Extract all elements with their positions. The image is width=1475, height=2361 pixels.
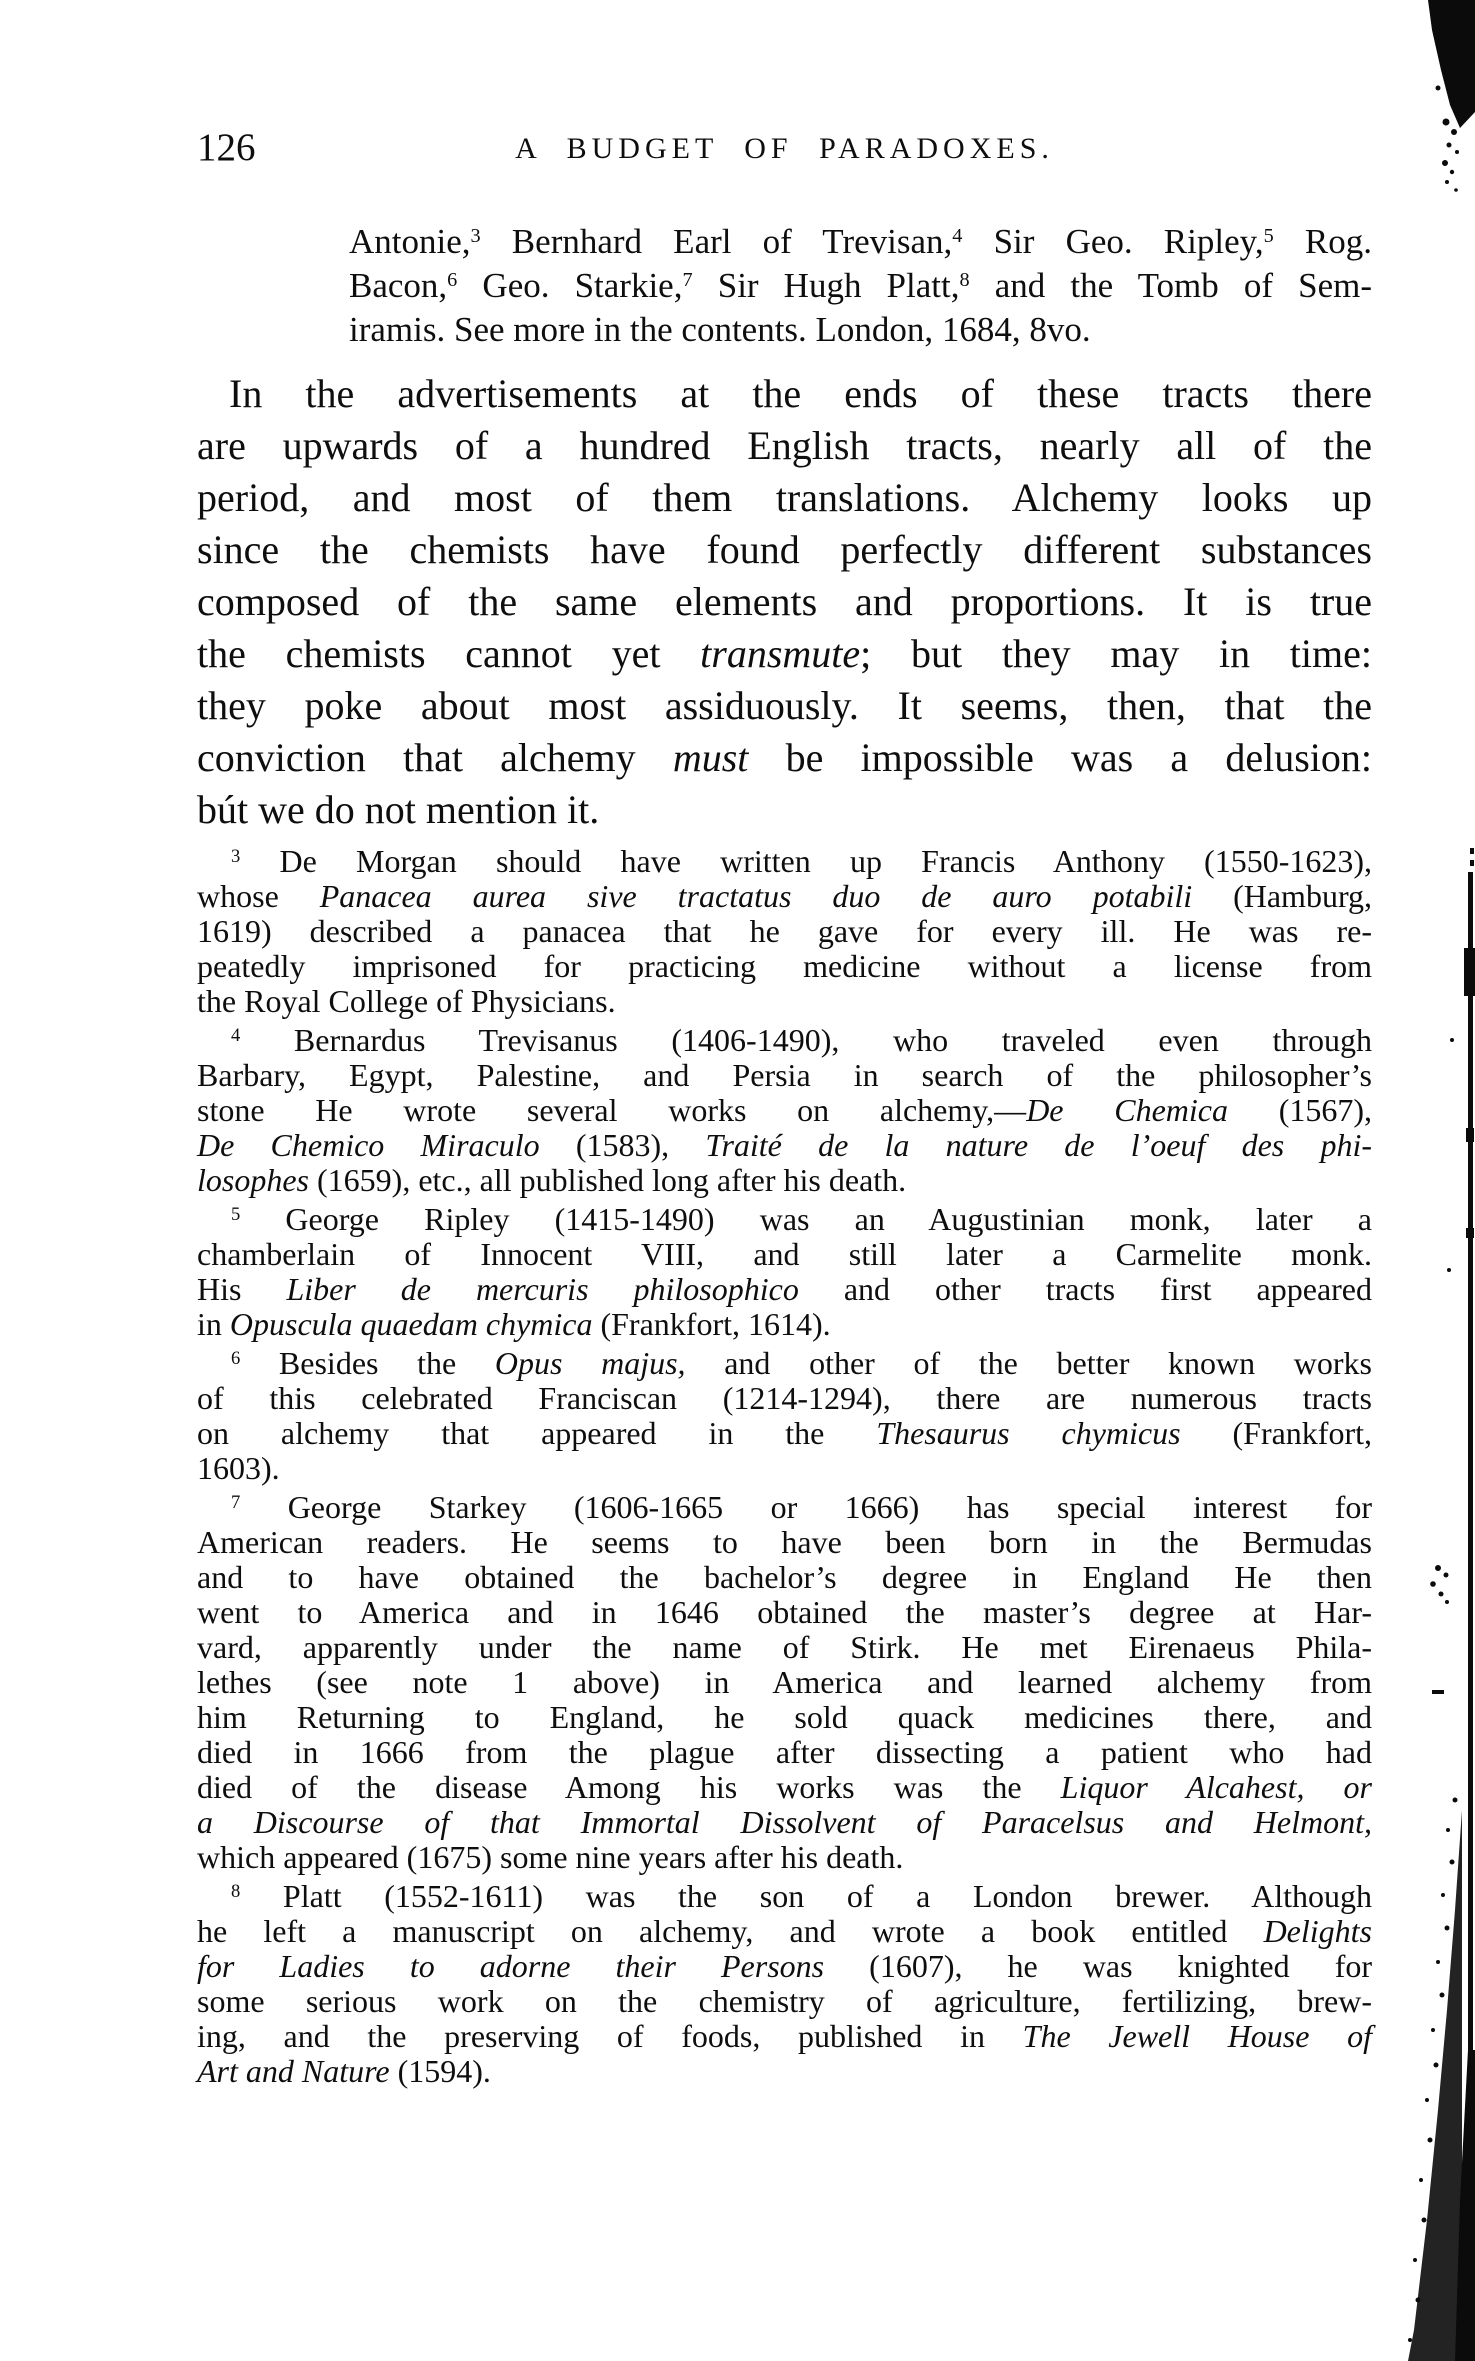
text-line: losophes (1659), etc., all published long after his death.: [197, 1162, 907, 1198]
text-line: Bacon,$^6$ Geo. Starkie,$^7$ Sir Hugh Platt,$^8$ and the Tomb of Sem-: [349, 266, 1373, 305]
text-line: conviction that alchemy must be impossible was a delusion:: [197, 735, 1372, 780]
footnote-8: [197, 1879, 1372, 2089]
text-line: American readers. He seems to have been born in the Bermudas: [197, 1524, 1372, 1560]
text-line: De Chemico Miraculo (1583), Traité de la nature de l’oeuf des phi-: [197, 1127, 1373, 1163]
text-line: bút we do not mention it.: [197, 787, 600, 832]
text-line: whose Panacea aurea sive tractatus duo de auro potabili (Hamburg,: [197, 878, 1373, 914]
text-line: some serious work on the chemistry of agriculture, fertilizing, brew-: [197, 1983, 1372, 2019]
footnote-4: [197, 1023, 1372, 1198]
text-line: since the chemists have found perfectly different substances: [197, 527, 1372, 572]
text-line: they poke about most assiduously. It seems, then, that the: [197, 683, 1372, 728]
running-header: [197, 126, 1372, 170]
footnote-5: [197, 1202, 1372, 1342]
text-line: period, and most of them translations. Alchemy looks up: [197, 475, 1372, 520]
text-line: ing, and the preserving of foods, published in The Jewell House of: [197, 2018, 1373, 2054]
text-line: Art and Nature (1594).: [197, 2053, 491, 2089]
text-line: he left a manuscript on alchemy, and wrote a book entitled Delights: [197, 1913, 1372, 1949]
scan-artifact-top-right: [1428, 0, 1475, 192]
running-header-title: A BUDGET OF PARADOXES.: [515, 132, 1054, 165]
text-line: In the advertisements at the ends of these tracts there: [229, 371, 1372, 416]
text-line: of this celebrated Franciscan (1214-1294), there are numerous tracts: [197, 1380, 1372, 1416]
text-line: 1619) described a panacea that he gave for every ill. He was re-: [197, 913, 1372, 949]
footnote-7: [197, 1490, 1372, 1875]
text-line: stone He wrote several works on alchemy,—De Chemica (1567),: [197, 1092, 1373, 1128]
scan-artifact-right-edge: [1455, 848, 1475, 2361]
text-line: $^7$ George Starkey (1606-1665 or 1666) has special interest for: [231, 1489, 1372, 1525]
text-line: are upwards of a hundred English tracts, nearly all of the: [197, 423, 1372, 468]
text-line: vard, apparently under the name of Stirk. He met Eirenaeus Phila-: [197, 1629, 1372, 1665]
text-line: peatedly imprisoned for practicing medicine without a license from: [197, 948, 1372, 984]
text-line: died in 1666 from the plague after dissecting a patient who had: [197, 1734, 1372, 1770]
text-line: the chemists cannot yet transmute; but they may in time:: [197, 631, 1372, 676]
text-line: died of the disease Among his works was the Liquor Alcahest, or: [197, 1769, 1373, 1805]
text-line: for Ladies to adorne their Persons (1607), he was knighted for: [197, 1948, 1373, 1984]
text-line: in Opuscula quaedam chymica (Frankfort, 1614).: [197, 1306, 831, 1342]
text-line: Antonie,$^3$ Bernhard Earl of Trevisan,$^4$ Sir Geo. Ripley,$^5$ Rog.: [349, 222, 1372, 261]
text-line: $^4$ Bernardus Trevisanus (1406-1490), who traveled even through: [231, 1022, 1372, 1058]
text-line: His Liber de mercuris philosophico and other tracts first appeared: [197, 1271, 1373, 1307]
text-line: $^6$ Besides the Opus majus, and other of the better known works: [231, 1345, 1373, 1381]
text-line: composed of the same elements and proportions. It is true: [197, 579, 1372, 624]
text-line: a Discourse of that Immortal Dissolvent of Paracelsus and Helmont,: [197, 1804, 1372, 1840]
page-number: 126: [197, 126, 256, 169]
footnote-3: [197, 844, 1372, 1019]
text-line: $^8$ Platt (1552-1611) was the son of a London brewer. Although: [231, 1878, 1372, 1914]
text-line: went to America and in 1646 obtained the master’s degree at Har-: [197, 1594, 1372, 1630]
opening-quote: [349, 220, 1372, 352]
text-line: Barbary, Egypt, Palestine, and Persia in search of the philosopher’s: [197, 1057, 1372, 1093]
scan-artifact-bottom-right: [1408, 1798, 1462, 2361]
text-line: iramis. See more in the contents. London, 1684, 8vo.: [349, 310, 1091, 349]
text-line: $^5$ George Ripley (1415-1490) was an Augustinian monk, later a: [231, 1201, 1372, 1237]
footnotes-section: [197, 844, 1372, 2089]
scan-artifact-mid-specks: [1430, 1038, 1454, 1694]
text-block: [197, 126, 1372, 2089]
footnote-6: [197, 1346, 1372, 1486]
text-line: and to have obtained the bachelor’s degree in England He then: [197, 1559, 1372, 1595]
text-line: 1603).: [197, 1450, 280, 1486]
text-line: the Royal College of Physicians.: [197, 983, 616, 1019]
text-line: which appeared (1675) some nine years after his death.: [197, 1839, 904, 1875]
text-line: him Returning to England, he sold quack medicines there, and: [197, 1699, 1372, 1735]
main-paragraph: [197, 368, 1372, 836]
text-line: on alchemy that appeared in the Thesaurus chymicus (Frankfort,: [197, 1415, 1373, 1451]
text-line: chamberlain of Innocent VIII, and still later a Carmelite monk.: [197, 1236, 1372, 1272]
text-line: $^3$ De Morgan should have written up Francis Anthony (1550-1623),: [231, 843, 1372, 879]
text-line: lethes (see note 1 above) in America and learned alchemy from: [197, 1664, 1372, 1700]
